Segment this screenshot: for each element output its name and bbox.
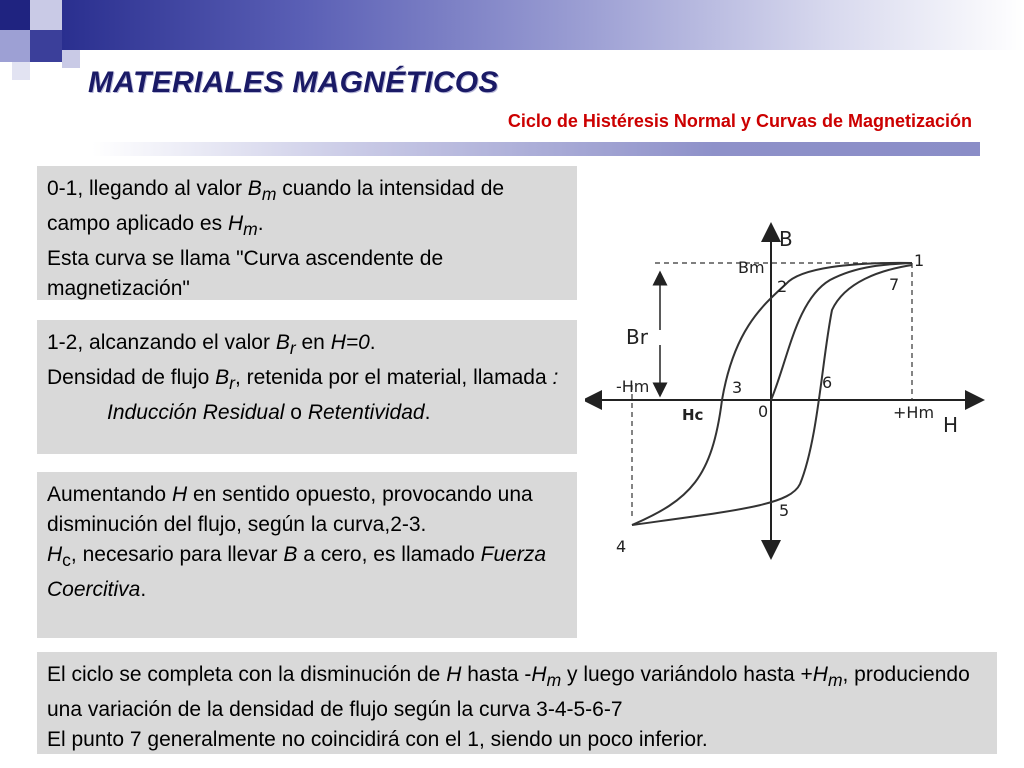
subscript: m: [243, 219, 258, 240]
header-gradient-bar: [62, 0, 1024, 50]
decor-square: [12, 62, 30, 80]
box2-text: o: [284, 401, 308, 425]
decor-square: [62, 50, 80, 68]
text-box-ascending-curve: [37, 166, 577, 300]
title-rule: [92, 142, 980, 156]
box1-curve-name: Esta curva se llama "Curva ascendente de magnetización": [47, 247, 444, 301]
label-br: Br: [626, 325, 648, 349]
point-label-5: 5: [779, 501, 790, 520]
box3-text: a cero, es llamado: [297, 543, 481, 566]
box3-text: .: [140, 578, 147, 602]
subscript: m: [261, 184, 277, 205]
decor-square: [30, 30, 62, 62]
subscript: r: [289, 338, 296, 359]
subscript: m: [546, 670, 562, 691]
point-label-6: 6: [822, 373, 833, 392]
box4-text: y luego variándolo hasta +: [561, 663, 813, 686]
point-label-3: 3: [732, 378, 743, 397]
box4-text: hasta -: [461, 663, 532, 686]
box4-text: , produciendo una variación de la densidad de flujo según la curva 3-4-5-6-7: [47, 663, 970, 722]
box4-text: El ciclo se completa con la disminución de: [47, 663, 447, 686]
symbol-h: H: [171, 483, 188, 506]
term-coercive-force: Fuerza Coercitiva: [47, 543, 547, 602]
box4-paragraph: [47, 660, 987, 725]
box2-text: Densidad de flujo: [47, 366, 216, 390]
axis-label-b: B: [779, 227, 793, 251]
h-equals-zero: H=0: [330, 331, 370, 354]
symbol-b: B: [247, 177, 262, 200]
decor-square: [0, 0, 30, 30]
box2-text: en: [295, 331, 331, 354]
symbol-h: H: [812, 663, 828, 686]
point-label-4: 4: [616, 537, 627, 556]
box3-paragraph: [47, 540, 567, 605]
box3-text: en sentido opuesto, provocando una disminución del flujo, según la curva,2-3.: [47, 483, 533, 536]
label-bm: Bm: [738, 258, 765, 277]
decor-square: [0, 30, 30, 62]
axis-label-h: H: [943, 413, 959, 437]
text-box-residual-induction: [37, 320, 577, 454]
box1-text: cuando la intensidad de campo aplicado es: [47, 177, 505, 236]
box1-text: 0-1, llegando al valor: [47, 177, 248, 200]
page-subtitle: Ciclo de Histéresis Normal y Curvas de Magnetización: [507, 111, 972, 131]
box3-text: , necesario para llevar: [70, 543, 284, 566]
label-origin: 0: [758, 402, 769, 421]
point-label-7: 7: [889, 275, 900, 294]
label-minus-hm: -Hm: [616, 377, 650, 396]
box2-colon: :: [552, 366, 559, 390]
page-title: MATERIALES MAGNÉTICOS: [88, 66, 499, 99]
decor-square: [30, 0, 62, 30]
symbol-h: H: [47, 543, 63, 566]
subscript: m: [827, 670, 843, 691]
box3-paragraph: [47, 480, 567, 540]
symbol-b: B: [215, 366, 230, 390]
box2-text: .: [424, 401, 431, 425]
box1-paragraph: [47, 174, 567, 244]
text-box-cycle-completion: [37, 652, 997, 754]
symbol-h: H: [531, 663, 547, 686]
box2-text: , retenida por el material, llamada: [234, 366, 553, 390]
symbol-h: H: [227, 212, 244, 236]
box2-paragraph: [47, 363, 567, 398]
box2-text: .: [369, 331, 376, 354]
box2-paragraph: [47, 328, 567, 363]
box2-text: 1-2, alcanzando el valor: [47, 331, 276, 354]
label-hc: Hc: [682, 406, 704, 424]
subscript: r: [229, 373, 235, 394]
box1-text: .: [257, 212, 264, 236]
hysteresis-diagram: [585, 220, 985, 565]
point-label-1: 1: [914, 251, 925, 270]
label-plus-hm: +Hm: [893, 403, 935, 422]
symbol-b: B: [275, 331, 290, 354]
box2-terms: [47, 398, 567, 428]
symbol-h: H: [446, 663, 462, 686]
text-box-coercive-force: [37, 472, 577, 638]
term-retentivity: Retentividad: [307, 401, 425, 425]
symbol-b: B: [283, 543, 298, 566]
box4-note: El punto 7 generalmente no coincidirá con el 1, siendo un poco inferior.: [47, 728, 708, 752]
box3-text: Aumentando: [47, 483, 172, 506]
term-residual-induction: Inducción Residual: [107, 401, 285, 425]
point-label-2: 2: [777, 277, 788, 296]
subscript: c: [62, 550, 71, 571]
